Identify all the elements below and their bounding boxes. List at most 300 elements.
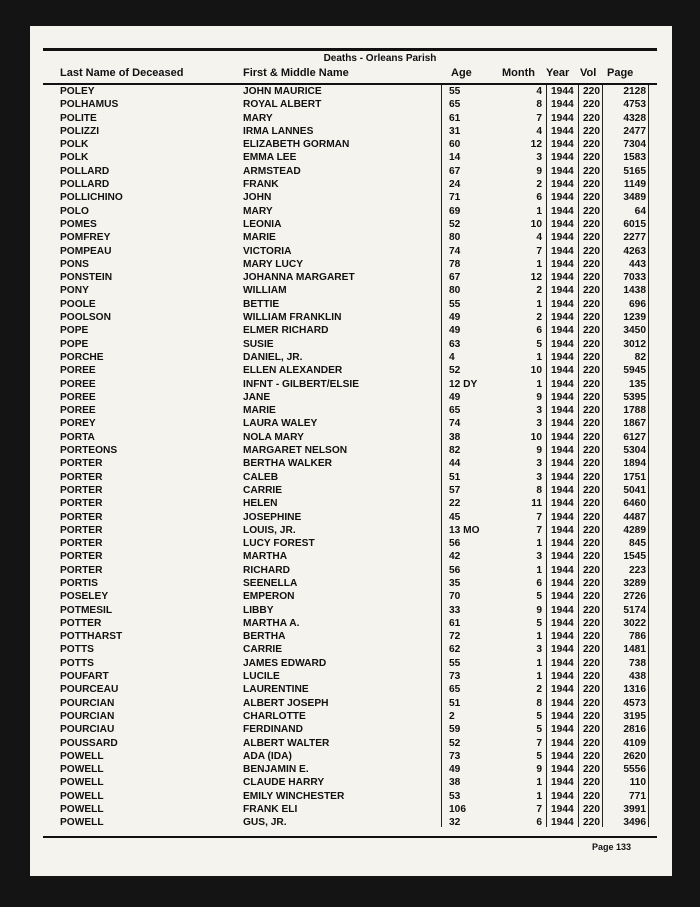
page-cell: 7033 [623, 272, 646, 284]
age-cell: 13 MO [449, 524, 480, 536]
page-cell: 1788 [623, 405, 646, 417]
vol-cell: 220 [583, 165, 600, 177]
page-cell: 4263 [623, 245, 646, 257]
table-row [0, 125, 700, 138]
first-name-cell: WILLIAM FRANKLIN [243, 312, 342, 324]
last-name-cell: POTTS [60, 644, 94, 656]
page-cell: 3450 [623, 325, 646, 337]
last-name-cell: PORTER [60, 538, 103, 550]
year-cell: 1944 [551, 405, 574, 417]
last-name-cell: POMES [60, 218, 97, 230]
month-cell: 3 [536, 418, 542, 430]
table-row [0, 750, 700, 763]
page-cell: 5165 [623, 165, 646, 177]
vol-cell: 220 [583, 285, 600, 297]
last-name-cell: POWELL [60, 764, 104, 776]
year-cell: 1944 [551, 817, 574, 829]
last-name-cell: POMFREY [60, 232, 111, 244]
last-name-cell: PORTEONS [60, 445, 118, 457]
vol-cell: 220 [583, 471, 600, 483]
table-row [0, 417, 700, 430]
year-cell: 1944 [551, 777, 574, 789]
age-cell: 69 [449, 205, 461, 217]
last-name-cell: POLIZZI [60, 125, 100, 137]
month-cell: 2 [536, 285, 542, 297]
last-name-cell: POREE [60, 378, 96, 390]
first-name-cell: MARIE [243, 405, 276, 417]
last-name-cell: POWELL [60, 790, 104, 802]
table-row [0, 112, 700, 125]
month-cell: 2 [536, 312, 542, 324]
table-row [0, 723, 700, 736]
vol-cell: 220 [583, 351, 600, 363]
last-name-cell: POREE [60, 365, 96, 377]
first-name-cell: BENJAMIN E. [243, 764, 309, 776]
vol-cell: 220 [583, 139, 600, 151]
last-name-cell: POWELL [60, 817, 104, 829]
year-cell: 1944 [551, 312, 574, 324]
month-cell: 1 [536, 378, 542, 390]
month-cell: 1 [536, 790, 542, 802]
table-row [0, 245, 700, 258]
last-name-cell: POPE [60, 325, 89, 337]
vol-cell: 220 [583, 86, 600, 97]
month-cell: 4 [536, 232, 542, 244]
first-name-cell: BETTIE [243, 298, 280, 310]
table-row [0, 497, 700, 510]
vol-cell: 220 [583, 724, 600, 736]
table-row [0, 617, 700, 630]
age-cell: 56 [449, 564, 461, 576]
table-row [0, 457, 700, 470]
month-cell: 12 [530, 272, 542, 284]
first-name-cell: SEENELLA [243, 577, 298, 589]
last-name-cell: POOLSON [60, 312, 111, 324]
table-row [0, 524, 700, 537]
age-cell: 82 [449, 445, 461, 457]
month-cell: 5 [536, 591, 542, 603]
age-cell: 14 [449, 152, 461, 164]
table-row [0, 657, 700, 670]
vol-cell: 220 [583, 378, 600, 390]
month-cell: 12 [530, 139, 542, 151]
month-cell: 10 [530, 431, 542, 443]
last-name-cell: POLO [60, 205, 89, 217]
first-name-cell: DANIEL, JR. [243, 351, 303, 363]
first-name-cell: LAURA WALEY [243, 418, 318, 430]
top-rule [43, 48, 657, 51]
year-cell: 1944 [551, 378, 574, 390]
last-name-cell: POTTS [60, 657, 94, 669]
year-cell: 1944 [551, 272, 574, 284]
table-row [0, 604, 700, 617]
table-row [0, 284, 700, 297]
header-year: Year [546, 67, 570, 79]
month-cell: 3 [536, 405, 542, 417]
vol-cell: 220 [583, 790, 600, 802]
month-cell: 5 [536, 724, 542, 736]
year-cell: 1944 [551, 697, 574, 709]
page-cell: 1894 [623, 458, 646, 470]
month-cell: 1 [536, 657, 542, 669]
vol-cell: 220 [583, 644, 600, 656]
age-cell: 73 [449, 750, 461, 762]
last-name-cell: POOLE [60, 298, 96, 310]
year-cell: 1944 [551, 192, 574, 204]
month-cell: 9 [536, 391, 542, 403]
table-row [0, 670, 700, 683]
first-name-cell: EMMA LEE [243, 152, 297, 164]
first-name-cell: CARRIE [243, 644, 283, 656]
age-cell: 52 [449, 218, 461, 230]
vol-cell: 220 [583, 325, 600, 337]
page-cell: 2726 [623, 591, 646, 603]
age-cell: 22 [449, 498, 461, 510]
age-cell: 49 [449, 325, 461, 337]
year-cell: 1944 [551, 724, 574, 736]
year-cell: 1944 [551, 431, 574, 443]
first-name-cell: CLAUDE HARRY [243, 777, 325, 789]
year-cell: 1944 [551, 125, 574, 137]
table-row [0, 564, 700, 577]
age-cell: 33 [449, 604, 461, 616]
age-cell: 35 [449, 577, 461, 589]
year-cell: 1944 [551, 232, 574, 244]
last-name-cell: PORTER [60, 498, 103, 510]
header-first-middle: First & Middle Name [243, 67, 349, 79]
table-row [0, 630, 700, 643]
age-cell: 55 [449, 298, 461, 310]
month-cell: 3 [536, 551, 542, 563]
first-name-cell: JAMES EDWARD [243, 657, 327, 669]
vol-cell: 220 [583, 710, 600, 722]
first-name-cell: CALEB [243, 471, 279, 483]
age-cell: 67 [449, 272, 461, 284]
page-cell: 5304 [623, 445, 646, 457]
page-cell: 438 [629, 671, 646, 683]
first-name-cell: LEONIA [243, 218, 282, 230]
page-cell: 3489 [623, 192, 646, 204]
first-name-cell: WILLIAM [243, 285, 287, 297]
header-last-name: Last Name of Deceased [60, 67, 184, 79]
month-cell: 4 [536, 125, 542, 137]
first-name-cell: BERTHA WALKER [243, 458, 333, 470]
age-cell: 63 [449, 338, 461, 350]
age-cell: 24 [449, 179, 461, 191]
first-name-cell: BERTHA [243, 631, 286, 643]
page-cell: 4487 [623, 511, 646, 523]
year-cell: 1944 [551, 205, 574, 217]
first-name-cell: JOHN [243, 192, 272, 204]
first-name-cell: ELIZABETH GORMAN [243, 139, 350, 151]
first-name-cell: MARY [243, 112, 273, 124]
age-cell: 51 [449, 697, 461, 709]
last-name-cell: POSELEY [60, 591, 109, 603]
page-cell: 5556 [623, 764, 646, 776]
first-name-cell: LAURENTINE [243, 684, 309, 696]
age-cell: 70 [449, 591, 461, 603]
last-name-cell: PORTIS [60, 577, 98, 589]
table-row [0, 191, 700, 204]
page-cell: 5395 [623, 391, 646, 403]
table-row [0, 378, 700, 391]
page-cell: 1316 [623, 684, 646, 696]
first-name-cell: GUS, JR. [243, 817, 287, 829]
table-row [0, 258, 700, 271]
age-cell: 12 DY [449, 378, 478, 390]
year-cell: 1944 [551, 338, 574, 350]
age-cell: 71 [449, 192, 461, 204]
month-cell: 1 [536, 298, 542, 310]
last-name-cell: POTTHARST [60, 631, 123, 643]
vol-cell: 220 [583, 272, 600, 284]
last-name-cell: POLEY [60, 86, 95, 97]
vol-cell: 220 [583, 418, 600, 430]
page-cell: 5041 [623, 484, 646, 496]
table-row [0, 324, 700, 337]
year-cell: 1944 [551, 351, 574, 363]
month-cell: 7 [536, 524, 542, 536]
year-cell: 1944 [551, 524, 574, 536]
month-cell: 1 [536, 258, 542, 270]
table-row [0, 776, 700, 789]
age-cell: 55 [449, 86, 461, 97]
year-cell: 1944 [551, 750, 574, 762]
page-cell: 1751 [623, 471, 646, 483]
month-cell: 3 [536, 152, 542, 164]
month-cell: 9 [536, 165, 542, 177]
page-cell: 6015 [623, 218, 646, 230]
page-title: Deaths - Orleans Parish [323, 53, 437, 64]
last-name-cell: PORTER [60, 471, 103, 483]
month-cell: 5 [536, 750, 542, 762]
last-name-cell: POURCIAN [60, 697, 115, 709]
year-cell: 1944 [551, 152, 574, 164]
vol-cell: 220 [583, 218, 600, 230]
first-name-cell: MARIE [243, 232, 276, 244]
age-cell: 42 [449, 551, 461, 563]
first-name-cell: FERDINAND [243, 724, 303, 736]
year-cell: 1944 [551, 644, 574, 656]
page-cell: 1583 [623, 152, 646, 164]
year-cell: 1944 [551, 99, 574, 111]
table-row [0, 550, 700, 563]
table-row [0, 484, 700, 497]
vol-cell: 220 [583, 551, 600, 563]
year-cell: 1944 [551, 511, 574, 523]
year-cell: 1944 [551, 258, 574, 270]
table-row [0, 364, 700, 377]
year-cell: 1944 [551, 498, 574, 510]
page-cell: 82 [634, 351, 646, 363]
year-cell: 1944 [551, 285, 574, 297]
last-name-cell: POURCIAU [60, 724, 115, 736]
age-cell: 51 [449, 471, 461, 483]
vol-cell: 220 [583, 125, 600, 137]
last-name-cell: POLLARD [60, 165, 110, 177]
vol-cell: 220 [583, 764, 600, 776]
last-name-cell: POUSSARD [60, 737, 118, 749]
table-row [0, 537, 700, 550]
month-cell: 9 [536, 604, 542, 616]
last-name-cell: POWELL [60, 750, 104, 762]
last-name-cell: POLHAMUS [60, 99, 119, 111]
first-name-cell: ELMER RICHARD [243, 325, 329, 337]
last-name-cell: PORTER [60, 564, 103, 576]
page-cell: 2277 [623, 232, 646, 244]
month-cell: 7 [536, 112, 542, 124]
year-cell: 1944 [551, 418, 574, 430]
vol-cell: 220 [583, 391, 600, 403]
year-cell: 1944 [551, 577, 574, 589]
year-cell: 1944 [551, 245, 574, 257]
first-name-cell: MARY LUCY [243, 258, 303, 270]
year-cell: 1944 [551, 458, 574, 470]
page-cell: 3991 [623, 804, 646, 816]
vol-cell: 220 [583, 258, 600, 270]
first-name-cell: FRANK [243, 179, 279, 191]
month-cell: 5 [536, 338, 542, 350]
vol-cell: 220 [583, 312, 600, 324]
month-cell: 2 [536, 684, 542, 696]
table-row [0, 391, 700, 404]
vol-cell: 220 [583, 338, 600, 350]
table-row [0, 683, 700, 696]
last-name-cell: POUFART [60, 671, 109, 683]
vol-cell: 220 [583, 617, 600, 629]
first-name-cell: LIBBY [243, 604, 274, 616]
age-cell: 65 [449, 684, 461, 696]
page-cell: 4328 [623, 112, 646, 124]
page-cell: 2620 [623, 750, 646, 762]
table-row [0, 710, 700, 723]
first-name-cell: EMPERON [243, 591, 295, 603]
last-name-cell: POLK [60, 152, 89, 164]
age-cell: 45 [449, 511, 461, 523]
last-name-cell: PORTER [60, 511, 103, 523]
year-cell: 1944 [551, 165, 574, 177]
table-row [0, 697, 700, 710]
age-cell: 44 [449, 458, 461, 470]
last-name-cell: POMPEAU [60, 245, 112, 257]
page-cell: 223 [629, 564, 646, 576]
year-cell: 1944 [551, 179, 574, 191]
year-cell: 1944 [551, 604, 574, 616]
last-name-cell: POPE [60, 338, 89, 350]
table-row [0, 643, 700, 656]
first-name-cell: MARTHA A. [243, 617, 300, 629]
age-cell: 52 [449, 737, 461, 749]
table-row [0, 803, 700, 816]
table-row [0, 298, 700, 311]
vol-cell: 220 [583, 232, 600, 244]
table-row [0, 511, 700, 524]
year-cell: 1944 [551, 298, 574, 310]
page-cell: 5174 [623, 604, 646, 616]
year-cell: 1944 [551, 112, 574, 124]
last-name-cell: POTMESIL [60, 604, 113, 616]
year-cell: 1944 [551, 484, 574, 496]
year-cell: 1944 [551, 551, 574, 563]
vol-cell: 220 [583, 365, 600, 377]
first-name-cell: MARY [243, 205, 273, 217]
first-name-cell: ROYAL ALBERT [243, 99, 322, 111]
last-name-cell: POURCEAU [60, 684, 119, 696]
page-cell: 2477 [623, 125, 646, 137]
table-row [0, 763, 700, 776]
vol-cell: 220 [583, 498, 600, 510]
vol-cell: 220 [583, 591, 600, 603]
first-name-cell: MARGARET NELSON [243, 445, 348, 457]
age-cell: 31 [449, 125, 461, 137]
age-cell: 49 [449, 312, 461, 324]
age-cell: 38 [449, 777, 461, 789]
last-name-cell: POLK [60, 139, 89, 151]
last-name-cell: POLITE [60, 112, 97, 124]
page-cell: 845 [629, 538, 646, 550]
month-cell: 10 [530, 365, 542, 377]
last-name-cell: PORTER [60, 458, 103, 470]
month-cell: 11 [531, 498, 542, 510]
vol-cell: 220 [583, 524, 600, 536]
vol-cell: 220 [583, 152, 600, 164]
first-name-cell: LOUIS, JR. [243, 524, 296, 536]
table-row [0, 737, 700, 750]
page-cell: 1545 [623, 551, 646, 563]
age-cell: 4 [449, 351, 455, 363]
page-cell: 3289 [623, 577, 646, 589]
vol-cell: 220 [583, 657, 600, 669]
page-cell: 2128 [623, 86, 646, 97]
first-name-cell: VICTORIA [243, 245, 292, 257]
vol-cell: 220 [583, 431, 600, 443]
vol-cell: 220 [583, 298, 600, 310]
year-cell: 1944 [551, 325, 574, 337]
age-cell: 53 [449, 790, 461, 802]
table-row [0, 338, 700, 351]
table-row [0, 98, 700, 111]
header-month: Month [502, 67, 535, 79]
year-cell: 1944 [551, 591, 574, 603]
age-cell: 80 [449, 285, 461, 297]
age-cell: 78 [449, 258, 461, 270]
month-cell: 10 [530, 218, 542, 230]
year-cell: 1944 [551, 218, 574, 230]
month-cell: 2 [536, 179, 542, 191]
year-cell: 1944 [551, 445, 574, 457]
table-row [0, 178, 700, 191]
vol-cell: 220 [583, 112, 600, 124]
month-cell: 7 [536, 511, 542, 523]
month-cell: 1 [536, 631, 542, 643]
table-row [0, 205, 700, 218]
year-cell: 1944 [551, 671, 574, 683]
table-row [0, 431, 700, 444]
vol-cell: 220 [583, 538, 600, 550]
year-cell: 1944 [551, 391, 574, 403]
first-name-cell: ADA (IDA) [243, 750, 292, 762]
first-name-cell: IRMA LANNES [243, 125, 314, 137]
page-cell: 786 [629, 631, 646, 643]
table-row [0, 138, 700, 151]
month-cell: 6 [536, 192, 542, 204]
first-name-cell: RICHARD [243, 564, 290, 576]
month-cell: 9 [536, 764, 542, 776]
vol-cell: 220 [583, 671, 600, 683]
page-cell: 1481 [623, 644, 646, 656]
page-cell: 2816 [623, 724, 646, 736]
month-cell: 1 [536, 351, 542, 363]
